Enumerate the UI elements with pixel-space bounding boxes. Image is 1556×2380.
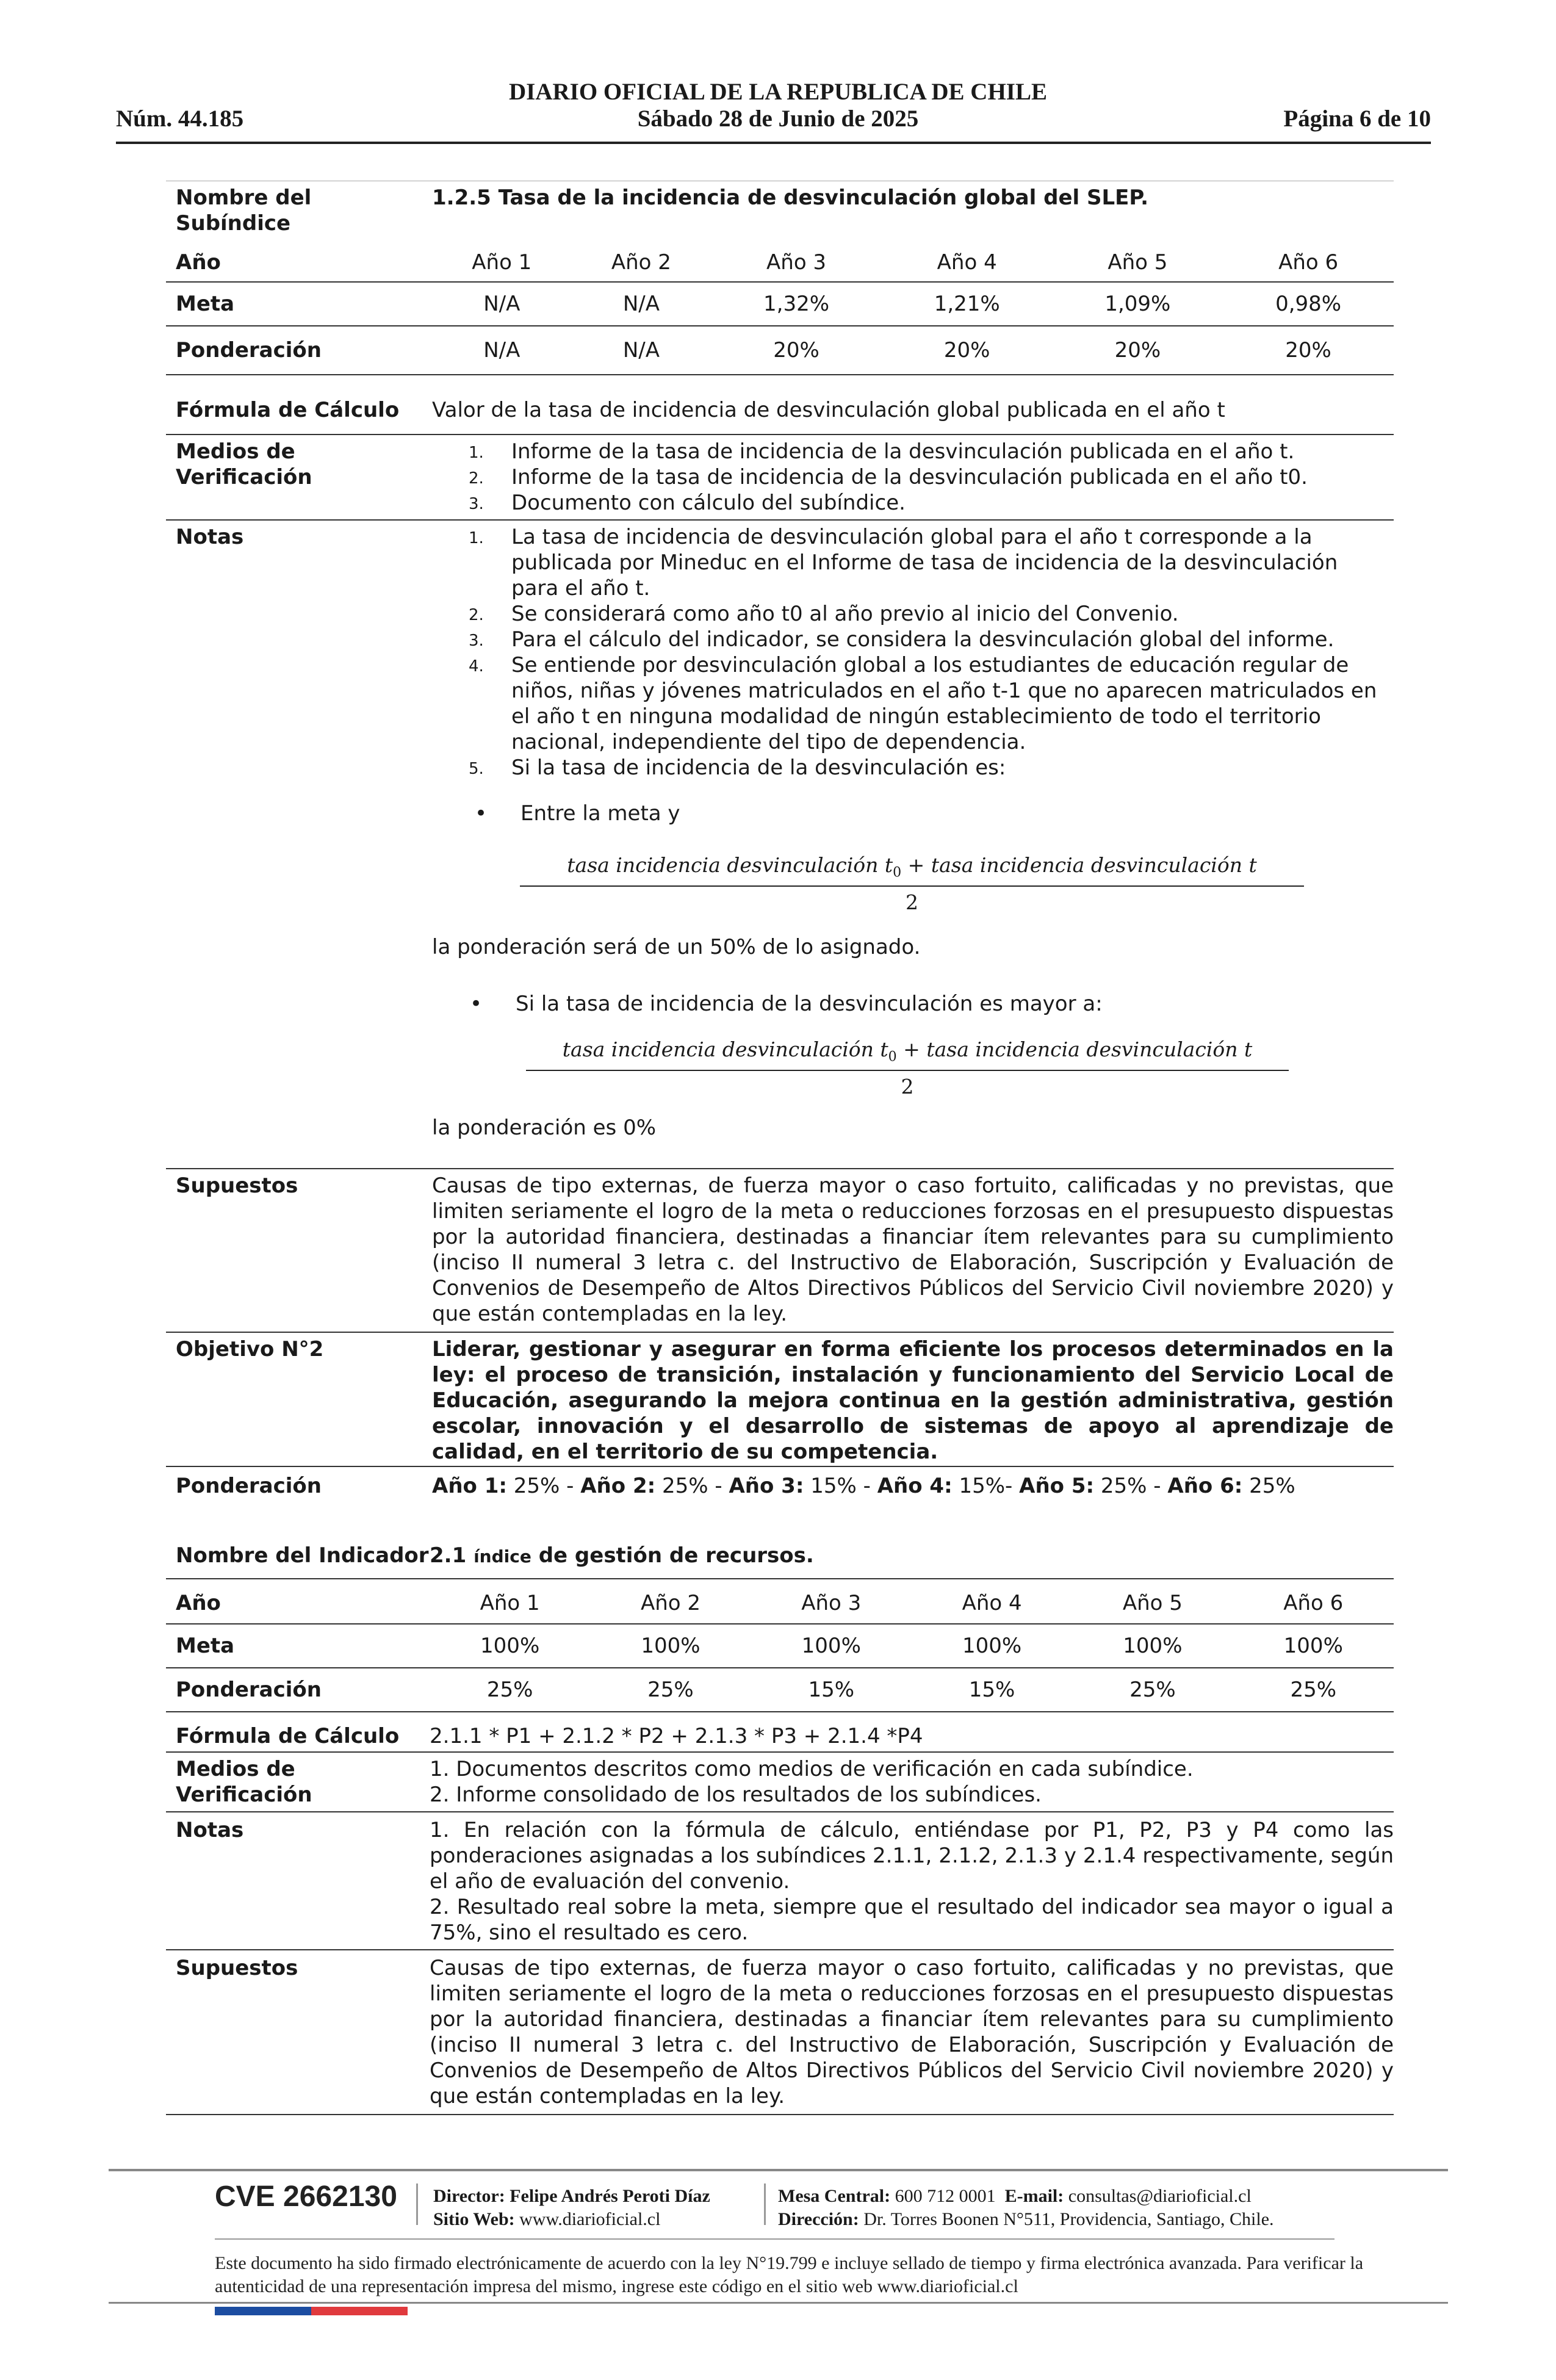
subindex-1-2-5-table — [166, 181, 1394, 781]
formula-label: Fórmula de Cálculo — [176, 398, 400, 422]
notas-label: Notas — [176, 525, 244, 549]
meta-cell: 100% — [801, 1634, 861, 1658]
director-name: Felipe Andrés Peroti Díaz — [510, 2186, 710, 2206]
result-text-2: la ponderación es 0% — [432, 1116, 657, 1140]
list-item: 5. Si la tasa de incidencia de la desvinculación es: — [469, 755, 1006, 780]
year-cell: Año 6 — [1278, 250, 1339, 275]
ponderacion-cell: N/A — [483, 338, 520, 362]
medios-label: Medios de Verificación — [176, 1757, 312, 1807]
year-cell: Año 5 — [1122, 1591, 1183, 1615]
indicator-name-label: Nombre del Indicador — [176, 1543, 429, 1568]
flag-stripe-red — [311, 2307, 408, 2315]
issue-date: Sábado 28 de Junio de 2025 — [637, 106, 919, 132]
meta-cell: 1,09% — [1104, 292, 1171, 316]
list-item: 2. Resultado real sobre la meta, siempre que el resultado del indicador sea mayor o igual a 75%, sino el resultado es cero. — [430, 1895, 1394, 1945]
subindex-name-label: Nombre del Subíndice — [176, 186, 312, 236]
ponderacion-cell: 15% — [808, 1678, 855, 1702]
formula-value: Valor de la tasa de incidencia de desvinculación global publicada en el año t — [432, 398, 1225, 422]
medios-list — [430, 1752, 1394, 1812]
year-label: Año — [176, 1591, 221, 1615]
objetivo-label: Objetivo N°2 — [176, 1337, 324, 1361]
formula-label: Fórmula de Cálculo — [176, 1724, 400, 1748]
notas-list — [430, 1812, 1394, 1950]
list-item: 2. Informe consolidado de los resultados de los subíndices. — [430, 1783, 1042, 1807]
meta-cell: 100% — [1283, 1634, 1343, 1658]
fraction-formula-1: tasa incidencia desvinculación $t_0$ + tasa incidencia desvinculación t 2 — [520, 853, 1304, 914]
ponderacion-row — [166, 326, 1394, 375]
ponderacion-label: Ponderación — [176, 1678, 322, 1702]
year-cell: Año 2 — [640, 1591, 701, 1615]
list-item: 1. La tasa de incidencia de desvinculación global para el año t corresponde a la publicada por Mineduc en el Informe de tasa de incidencia de la desvinculación para el año t. — [469, 525, 1338, 600]
medios-row — [166, 435, 1394, 520]
supuestos-row — [166, 1950, 1394, 2115]
footer-contact-block — [778, 2185, 1274, 2231]
formula-row — [166, 375, 1394, 435]
objetivo-row — [166, 1332, 1394, 1466]
meta-cell: 100% — [962, 1634, 1022, 1658]
years-row — [166, 1579, 1394, 1624]
notas-row — [166, 1812, 1394, 1950]
email-link[interactable]: consultas@diarioficial.cl — [1068, 2186, 1252, 2206]
objetivo-text: Liderar, gestionar y asegurar en forma eficiente los procesos determinados en la ley: el proceso de transición, instalación y funcionamiento del Servicio Local de Educación, asegurando la mejora continua en la gestión administrativa, gestión escolar, innovación y el desarrollo de sistemas de apoyo al aprendizaje de calidad, en el territorio de su competencia. — [432, 1337, 1394, 1464]
ponderacion-cell: 20% — [773, 338, 819, 362]
meta-cell: 0,98% — [1275, 292, 1342, 316]
medios-list — [432, 439, 1394, 516]
supuestos-label: Supuestos — [176, 1174, 298, 1198]
meta-cell: 100% — [480, 1634, 540, 1658]
mesa-label: Mesa Central: — [778, 2186, 891, 2206]
year-cell: Año 6 — [1283, 1591, 1344, 1615]
meta-label: Meta — [176, 1634, 235, 1658]
ponderacion-label: Ponderación — [176, 338, 322, 362]
year-cell: Año 1 — [472, 250, 532, 275]
year-cell: Año 5 — [1108, 250, 1168, 275]
flag-stripe-blue — [215, 2307, 311, 2315]
year-cell: Año 3 — [801, 1591, 862, 1615]
year-label: Año — [176, 250, 221, 275]
footer-separator — [416, 2183, 418, 2225]
year-cell: Año 1 — [480, 1591, 540, 1615]
ponderacion-cell: 20% — [1285, 338, 1331, 362]
ponderacion-cell: 15% — [968, 1678, 1015, 1702]
footer-director-block — [433, 2185, 710, 2231]
header-rule — [116, 142, 1431, 144]
list-item: 1. Documentos descritos como medios de verificación en cada subíndice. — [430, 1757, 1194, 1781]
mesa-phone: 600 712 0001 — [895, 2186, 996, 2206]
ponderacion-cell: 25% — [1129, 1678, 1176, 1702]
supuestos-text: Causas de tipo externas, de fuerza mayor o caso fortuito, calificadas y no previstas, que limiten seriamente el logro de la meta o reducciones forzosas en el presupuesto dispuestas por la autoridad financiera, destinadas a financiar ítem relevantes para su cumplimiento (inciso II numeral 3 letra c. del Instructivo de Elaboración, Suscripción y Evaluación de Convenios de Desempeño de Altos Directivos Públicos del Servicio Civil noviembre 2020) y que están contempladas en la ley. — [430, 1956, 1394, 2108]
ponderacion-cell: N/A — [622, 338, 660, 362]
footer-rule-top — [109, 2169, 1448, 2171]
ponderacion-row — [166, 1668, 1394, 1712]
meta-row — [166, 1624, 1394, 1668]
medios-label: Medios de Verificación — [176, 439, 312, 489]
ponderacion-cell: 25% — [486, 1678, 533, 1702]
bullet-item: • Entre la meta y — [475, 801, 680, 826]
year-cell: Año 4 — [937, 250, 997, 275]
year-cell: Año 4 — [962, 1591, 1022, 1615]
notas-list — [432, 524, 1394, 781]
objetivo-ponderacion-row — [166, 1466, 1394, 1505]
supuestos-label: Supuestos — [176, 1956, 298, 1980]
notas-label: Notas — [176, 1818, 244, 1842]
footer-rule-middle — [215, 2238, 1334, 2240]
meta-row — [166, 282, 1394, 326]
meta-cell: 100% — [641, 1634, 701, 1658]
newspaper-title: DIARIO OFICIAL DE LA REPUBLICA DE CHILE — [508, 79, 1047, 105]
ponderacion-cell: 20% — [1114, 338, 1161, 362]
list-item: 1. Informe de la tasa de incidencia de la desvinculación publicada en el año t. — [469, 439, 1295, 464]
footer-separator — [764, 2183, 766, 2225]
meta-label: Meta — [176, 292, 235, 316]
meta-cell: 1,32% — [763, 292, 830, 316]
subindex-name-row — [166, 181, 1394, 244]
years-row — [166, 243, 1394, 282]
issue-number: Núm. 44.185 — [116, 106, 244, 132]
footer-rule-bottom — [109, 2302, 1448, 2304]
site-label: Sitio Web: — [433, 2209, 515, 2229]
list-item: 2. Informe de la tasa de incidencia de la desvinculación publicada en el año t0. — [469, 465, 1308, 489]
subindex-name-value: 1.2.5 Tasa de la incidencia de desvinculación global del SLEP. — [432, 186, 1148, 210]
meta-cell: 100% — [1123, 1634, 1183, 1658]
formula-row — [166, 1712, 1394, 1752]
result-text-1: la ponderación será de un 50% de lo asignado. — [432, 935, 921, 959]
address-text: Dr. Torres Boonen N°511, Providencia, Santiago, Chile. — [863, 2209, 1274, 2229]
medios-row — [166, 1752, 1394, 1812]
indicator-name-row — [166, 1537, 1394, 1579]
page-number: Página 6 de 10 — [1283, 106, 1431, 132]
supuestos-objetivo-table — [166, 1168, 1394, 1505]
year-cell: Año 3 — [766, 250, 827, 275]
bullet-item: • Si la tasa de incidencia de la desvinculación es mayor a: — [470, 992, 1103, 1016]
list-item: 4. Se entiende por desvinculación global a los estudiantes de educación regular de niños, niñas y jóvenes matriculados en el año t-1 que no aparecen matriculados en el año t en ninguna modalidad de ningún establecimiento de todo el territorio nacional, independiente del tipo de dependencia. — [469, 653, 1377, 754]
supuestos-row — [166, 1169, 1394, 1332]
formula-value: 2.1.1 * P1 + 2.1.2 * P2 + 2.1.3 * P3 + 2.1.4 *P4 — [430, 1724, 923, 1748]
list-item: 1. En relación con la fórmula de cálculo, entiéndase por P1, P2, P3 y P4 como las ponderaciones asignadas a los subíndices 2.1.1, 2.1.2, 2.1.3 y 2.1.4 respectivamente, según el año de evaluación del convenio. — [430, 1818, 1394, 1894]
ponderacion-cell: 25% — [647, 1678, 694, 1702]
list-item: 3. Para el cálculo del indicador, se considera la desvinculación global del informe. — [469, 627, 1334, 652]
cve-code: CVE 2662130 — [215, 2180, 397, 2213]
objetivo-ponderacion-value: Año 1: 25% - Año 2: 25% - Año 3: 15% - Año 4: 15%- Año 5: 25% - Año 6: 25% — [432, 1474, 1295, 1498]
notas-row — [166, 520, 1394, 781]
footer-legal-text: Este documento ha sido firmado electrónicamente de acuerdo con la ley N°19.799 e incluye sellado de tiempo y firma electrónica avanzada. Para verificar la autenticidad de una representación impresa del mismo, ingrese este código en el sitio web www.diarioficial.cl — [215, 2253, 1364, 2296]
fraction-formula-2: tasa incidencia desvinculación $t_0$ + tasa incidencia desvinculación t 2 — [526, 1037, 1289, 1098]
address-label: Dirección: — [778, 2209, 859, 2229]
site-link[interactable]: www.diarioficial.cl — [519, 2209, 661, 2229]
indicator-name-value: 2.1 índice de gestión de recursos. — [430, 1543, 814, 1568]
supuestos-text: Causas de tipo externas, de fuerza mayor o caso fortuito, calificadas y no previstas, que limiten seriamente el logro de la meta o reducciones forzosas en el presupuesto dispuestas por la autoridad financiera, destinadas a financiar ítem relevantes para su cumplimiento (inciso II numeral 3 letra c. del Instructivo de Elaboración, Suscripción y Evaluación de Convenios de Desempeño de Altos Directivos Públicos del Servicio Civil noviembre 2020) y que están contempladas en la ley. — [432, 1174, 1394, 1326]
indicator-2-1-table — [166, 1537, 1394, 2115]
list-item: 3. Documento con cálculo del subíndice. — [469, 491, 906, 515]
list-item: 2. Se considerará como año t0 al año previo al inicio del Convenio. — [469, 602, 1179, 626]
meta-cell: N/A — [622, 292, 660, 316]
objetivo-ponderacion-label: Ponderación — [176, 1474, 322, 1498]
director-label: Director: — [433, 2186, 505, 2206]
email-label: E-mail: — [1004, 2186, 1064, 2206]
ponderacion-cell: 25% — [1290, 1678, 1337, 1702]
meta-cell: 1,21% — [934, 292, 1000, 316]
meta-cell: N/A — [483, 292, 520, 316]
ponderacion-cell: 20% — [943, 338, 990, 362]
year-cell: Año 2 — [611, 250, 671, 275]
